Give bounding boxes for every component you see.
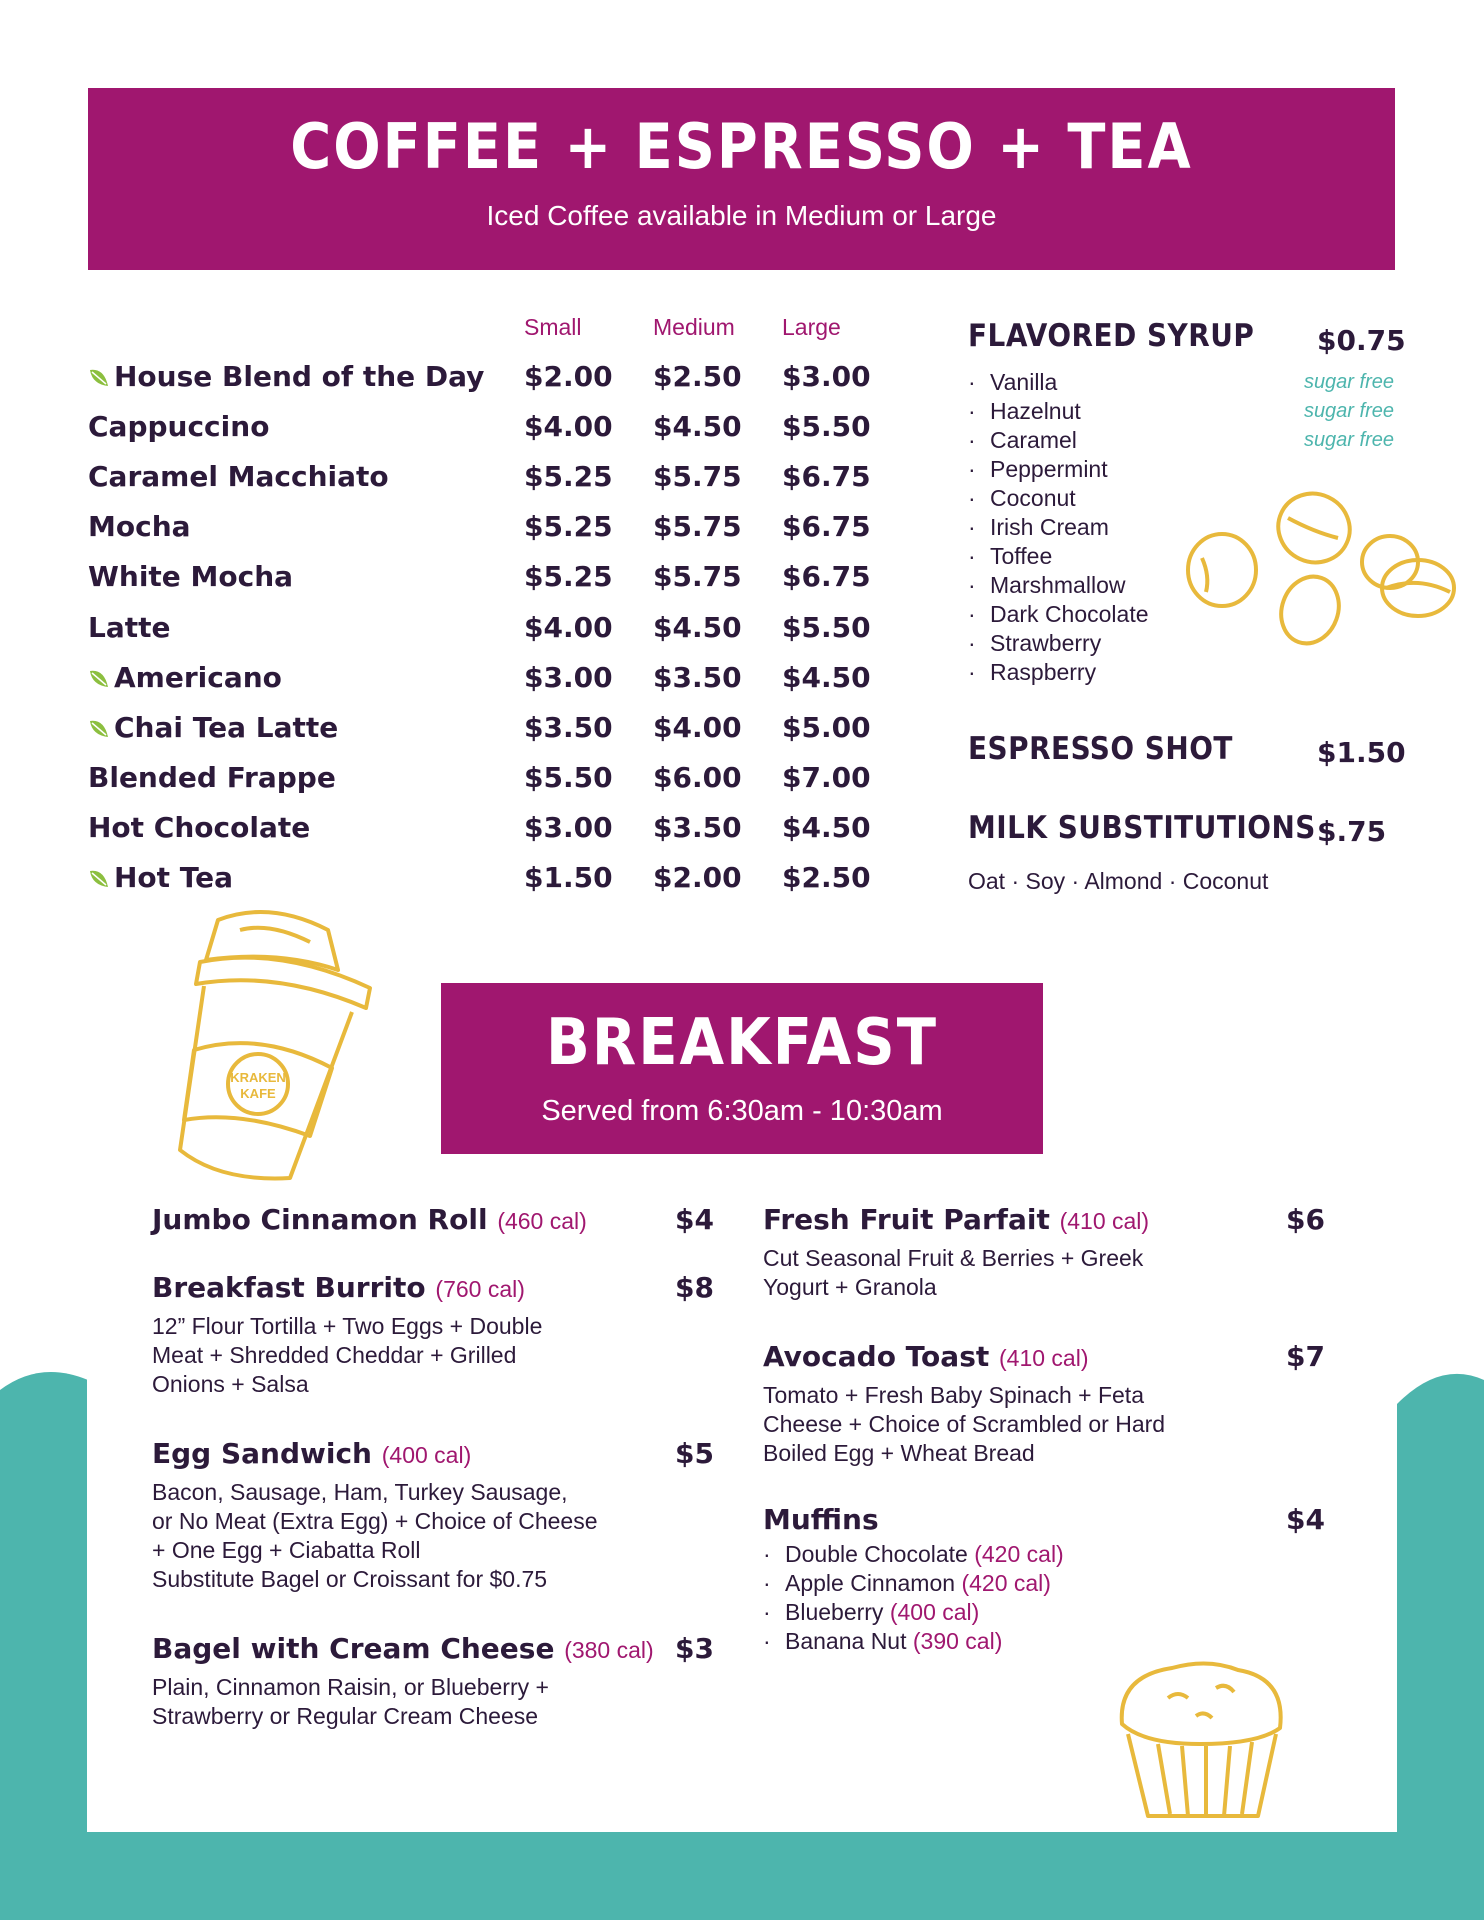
drink-price-medium: $2.00 (653, 861, 742, 894)
description-line: Strawberry or Regular Cream Cheese (152, 1703, 539, 1729)
syrup-item (968, 455, 1394, 484)
drink-name-text: Chai Tea Latte (114, 710, 339, 744)
drink-name-text: Americano (114, 660, 282, 694)
drink-name (88, 761, 336, 794)
drink-price-medium: $5.75 (653, 510, 742, 544)
description-line: + One Egg + Ciabatta Roll (152, 1537, 421, 1563)
description-line: Yogurt + Granola (763, 1274, 937, 1300)
description-line: Boiled Egg + Wheat Bread (763, 1440, 1035, 1466)
drink-name (88, 510, 191, 543)
muffin-illustration (1108, 1658, 1294, 1822)
drink-name-text: Cappuccino (88, 410, 270, 444)
drink-name (88, 811, 310, 844)
breakfast-item-price: $7 (1286, 1340, 1325, 1373)
calorie-label: (400 cal) (889, 1599, 980, 1625)
calorie-label: (420 cal) (961, 1570, 1051, 1596)
drink-price-large: $5.00 (782, 710, 871, 744)
coffee-cup-illustration (160, 900, 380, 1190)
muffin-flavor (763, 1540, 1323, 1569)
muffins-name: Muffins (763, 1503, 879, 1536)
breakfast-item-name: Fresh Fruit Parfait (763, 1203, 1050, 1236)
breakfast-banner (441, 983, 1043, 1154)
bullet-icon: · (968, 398, 976, 424)
drink-name-text: Blended Frappe (88, 760, 336, 794)
drink-price-large: $2.50 (782, 861, 871, 894)
calorie-label: (380 cal) (564, 1637, 654, 1663)
bullet-icon: · (968, 485, 976, 511)
breakfast-subtitle: Served from 6:30am - 10:30am (541, 1095, 943, 1127)
breakfast-item-title (152, 1437, 712, 1470)
drink-price-small: $5.50 (524, 760, 613, 794)
description-line: Plain, Cinnamon Raisin, or Blueberry + (152, 1674, 549, 1700)
breakfast-item-name: Bagel with Cream Cheese (152, 1632, 555, 1665)
drink-name (88, 611, 171, 644)
leaf-icon (88, 863, 110, 885)
drink-price-medium: $5.75 (653, 460, 742, 494)
sugar-free-note: sugar free (1303, 429, 1394, 451)
breakfast-item-price: $4 (675, 1203, 714, 1236)
calorie-label: (420 cal) (974, 1541, 1064, 1567)
bullet-icon: · (968, 543, 976, 569)
drink-price-medium: $3.50 (653, 660, 742, 694)
drink-price-small: $3.50 (524, 710, 613, 744)
drink-name (88, 661, 282, 694)
drink-row (88, 711, 888, 761)
muffin-flavor (763, 1598, 1323, 1627)
drink-price-medium: $4.50 (653, 610, 742, 644)
breakfast-item (152, 1271, 712, 1399)
cup-logo-text: KRAKEN (230, 1070, 286, 1085)
drink-name (88, 560, 293, 593)
bullet-icon: · (968, 514, 976, 540)
calorie-label: (410 cal) (999, 1345, 1089, 1371)
breakfast-item-description (152, 1478, 712, 1594)
calorie-label: (390 cal) (912, 1628, 1003, 1654)
syrup-name: Caramel (990, 427, 1077, 453)
breakfast-title: BREAKFAST (545, 1006, 939, 1080)
leaf-icon (88, 713, 110, 735)
breakfast-item-title (763, 1340, 1323, 1373)
calorie-label: (460 cal) (497, 1208, 587, 1234)
muffin-name: Apple Cinnamon (785, 1570, 956, 1596)
sugar-free-note: sugar free (1303, 371, 1394, 393)
drink-price-small: $5.25 (524, 510, 613, 544)
drink-price-large: $6.75 (782, 460, 871, 494)
breakfast-item-title (763, 1203, 1323, 1236)
drink-row (88, 560, 888, 610)
espresso-price: $1.50 (1317, 736, 1406, 769)
bullet-icon: · (968, 630, 976, 656)
breakfast-item (763, 1203, 1323, 1302)
drink-name (88, 460, 389, 493)
drink-price-large: $3.00 (782, 360, 871, 393)
calorie-label: (410 cal) (1059, 1208, 1150, 1234)
drink-row (88, 410, 888, 460)
description-line: Cheese + Choice of Scrambled or Hard (763, 1411, 1166, 1437)
size-medium-header: Medium (653, 314, 735, 340)
muffin-flavor (763, 1569, 1323, 1598)
milk-price: $.75 (1317, 815, 1387, 848)
leaf-icon (88, 663, 110, 685)
drink-price-large: $5.50 (782, 610, 871, 644)
drink-name-text: Mocha (88, 510, 191, 544)
syrup-item (968, 397, 1394, 426)
coffee-banner (88, 88, 1395, 270)
breakfast-item (152, 1203, 712, 1236)
coffee-beans-illustration (1180, 488, 1460, 648)
breakfast-item-title (152, 1271, 712, 1304)
breakfast-item-price: $5 (675, 1437, 714, 1470)
description-line: Substitute Bagel or Croissant for $0.75 (152, 1566, 548, 1592)
muffins-price: $4 (1286, 1503, 1325, 1536)
breakfast-item-name: Jumbo Cinnamon Roll (152, 1203, 488, 1236)
bullet-icon: · (968, 427, 976, 453)
drink-name-text: Hot Chocolate (88, 810, 311, 844)
milk-options: Oat · Soy · Almond · Coconut (968, 868, 1269, 894)
muffin-flavor (763, 1627, 1323, 1656)
muffin-name: Double Chocolate (785, 1541, 968, 1567)
syrup-name: Marshmallow (990, 572, 1126, 598)
breakfast-item-title (152, 1203, 712, 1236)
syrup-name: Irish Cream (990, 514, 1109, 540)
syrup-name: Dark Chocolate (990, 601, 1149, 627)
sugar-free-note: sugar free (1303, 400, 1394, 422)
description-line: 12” Flour Tortilla + Two Eggs + Double (152, 1313, 543, 1339)
calorie-label: (760 cal) (435, 1276, 525, 1302)
bullet-icon: · (763, 1541, 771, 1567)
drink-price-medium: $4.50 (653, 410, 742, 444)
syrup-name: Strawberry (990, 630, 1102, 656)
breakfast-item-description (763, 1381, 1323, 1468)
drink-price-large: $7.00 (782, 760, 871, 794)
muffins-item (763, 1503, 1323, 1656)
drink-row (88, 811, 888, 861)
milk-heading: MILK SUBSTITUTIONS (968, 810, 1316, 846)
description-line: Cut Seasonal Fruit & Berries + Greek (763, 1245, 1144, 1271)
breakfast-item-title (152, 1632, 712, 1665)
syrup-name: Hazelnut (990, 398, 1081, 424)
leaf-icon (88, 362, 110, 384)
syrup-name: Coconut (990, 485, 1076, 511)
bullet-icon: · (968, 456, 976, 482)
drink-price-medium: $4.00 (653, 710, 742, 744)
breakfast-item (152, 1437, 712, 1594)
size-large-header: Large (782, 314, 841, 340)
breakfast-item-description (763, 1244, 1323, 1302)
drink-price-large: $5.50 (782, 410, 871, 444)
description-line: Tomato + Fresh Baby Spinach + Feta (763, 1382, 1144, 1408)
muffin-flavor-list (763, 1540, 1323, 1656)
breakfast-item (152, 1632, 712, 1731)
coffee-subtitle: Iced Coffee available in Medium or Large (486, 200, 997, 231)
bullet-icon: · (968, 601, 976, 627)
drink-name-text: Latte (88, 610, 171, 644)
cup-logo-text-2: KAFE (240, 1086, 276, 1101)
drink-price-medium: $2.50 (653, 360, 742, 393)
breakfast-item-description (152, 1312, 712, 1399)
drink-price-small: $3.00 (524, 660, 613, 694)
drink-price-large: $6.75 (782, 560, 871, 594)
drink-name-text: Hot Tea (114, 861, 234, 894)
coffee-title: COFFEE + ESPRESSO + TEA (290, 110, 1193, 183)
drink-name-text: Caramel Macchiato (88, 460, 389, 494)
drink-price-medium: $6.00 (653, 760, 742, 794)
drink-price-small: $5.25 (524, 460, 613, 494)
drink-price-large: $4.50 (782, 660, 871, 694)
drink-row (88, 510, 888, 560)
drink-price-small: $2.00 (524, 360, 613, 393)
bullet-icon: · (968, 659, 976, 685)
breakfast-item-name: Avocado Toast (763, 1340, 990, 1373)
syrup-item (968, 658, 1394, 687)
bullet-icon: · (968, 369, 976, 395)
drink-price-small: $3.00 (524, 810, 613, 844)
syrup-name: Raspberry (990, 659, 1097, 685)
drink-row (88, 360, 888, 410)
drink-row (88, 611, 888, 661)
drink-price-small: $1.50 (524, 861, 613, 894)
drink-price-medium: $5.75 (653, 560, 742, 594)
drink-row (88, 460, 888, 510)
breakfast-item (763, 1340, 1323, 1468)
drink-price-small: $4.00 (524, 410, 613, 444)
syrup-item (968, 368, 1394, 397)
drink-price-large: $6.75 (782, 510, 871, 544)
syrup-price: $0.75 (1317, 324, 1406, 357)
drink-row (88, 661, 888, 711)
drink-price-large: $4.50 (782, 810, 871, 844)
breakfast-item-name: Egg Sandwich (152, 1437, 372, 1470)
syrup-name: Toffee (990, 543, 1053, 569)
muffin-name: Banana Nut (785, 1628, 907, 1654)
description-line: Bacon, Sausage, Ham, Turkey Sausage, (152, 1479, 568, 1505)
bullet-icon: · (968, 572, 976, 598)
drink-name (88, 410, 269, 443)
breakfast-item-description (152, 1673, 712, 1731)
syrup-heading: FLAVORED SYRUP (968, 318, 1255, 354)
muffin-name: Blueberry (785, 1599, 884, 1625)
size-small-header: Small (524, 314, 582, 340)
syrup-item (968, 426, 1394, 455)
bullet-icon: · (763, 1599, 771, 1625)
breakfast-item-price: $6 (1286, 1203, 1325, 1236)
breakfast-item-price: $3 (675, 1632, 714, 1665)
syrup-name: Vanilla (990, 369, 1058, 395)
drink-price-medium: $3.50 (653, 810, 742, 844)
drink-row (88, 761, 888, 811)
description-line: or No Meat (Extra Egg) + Choice of Cheese (152, 1508, 598, 1534)
drink-name (88, 711, 338, 744)
bullet-icon: · (763, 1628, 771, 1654)
breakfast-item-name: Breakfast Burrito (152, 1271, 426, 1304)
breakfast-item-price: $8 (675, 1271, 714, 1304)
drink-price-small: $5.25 (524, 560, 613, 594)
drink-name (88, 360, 484, 393)
espresso-heading: ESPRESSO SHOT (968, 731, 1233, 767)
syrup-name: Peppermint (990, 456, 1108, 482)
drink-price-small: $4.00 (524, 610, 613, 644)
description-line: Meat + Shredded Cheddar + Grilled (152, 1342, 517, 1368)
calorie-label: (400 cal) (381, 1442, 472, 1468)
drink-name (88, 861, 233, 894)
drink-name-text: House Blend of the Day (114, 360, 485, 393)
drink-name-text: White Mocha (88, 560, 294, 594)
description-line: Onions + Salsa (152, 1371, 309, 1397)
bullet-icon: · (763, 1570, 771, 1596)
